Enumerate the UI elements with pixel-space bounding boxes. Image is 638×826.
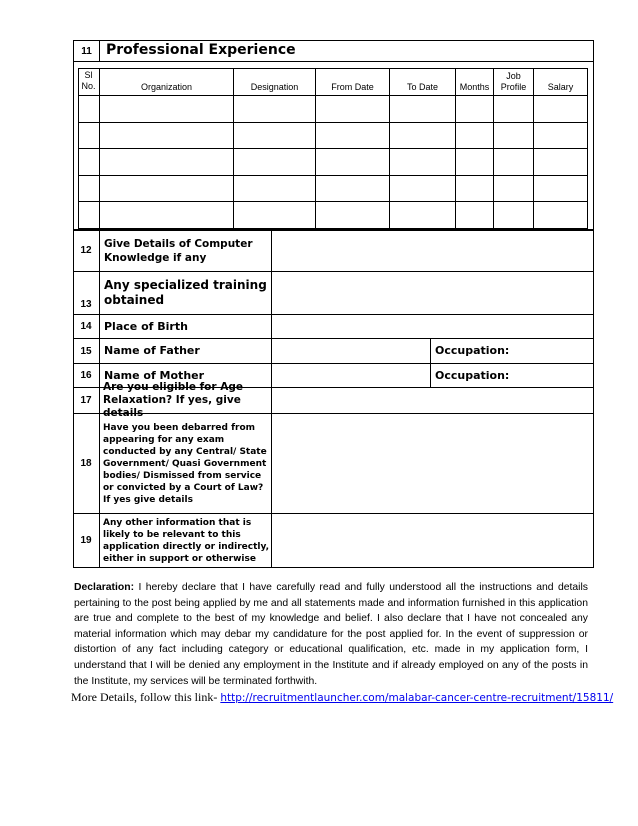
experience-cell[interactable]	[534, 202, 588, 229]
row-19-number: 19	[73, 514, 100, 568]
experience-cell[interactable]	[390, 96, 456, 123]
col-months-header: Months	[456, 68, 494, 96]
experience-cell[interactable]	[78, 202, 100, 229]
row-17-label: Are you eligible for Age Relaxation? If yes, give details	[100, 388, 272, 414]
experience-cell[interactable]	[316, 202, 390, 229]
row-12-value[interactable]	[272, 230, 594, 272]
experience-cell[interactable]	[316, 96, 390, 123]
col-salary-header: Salary	[534, 68, 588, 96]
experience-cell[interactable]	[534, 176, 588, 203]
row-12-label: Give Details of Computer Knowledge if any	[100, 230, 272, 272]
row-13-value[interactable]	[272, 272, 594, 315]
section-11-title-rule	[100, 61, 594, 62]
section-11-title: Professional Experience	[106, 42, 296, 58]
experience-cell[interactable]	[534, 149, 588, 176]
footer-prefix: More Details, follow this link-	[71, 690, 218, 704]
footer	[71, 690, 614, 705]
experience-cell[interactable]	[494, 149, 534, 176]
experience-cell[interactable]	[494, 123, 534, 150]
experience-cell[interactable]	[316, 149, 390, 176]
row-15-number: 15	[73, 339, 100, 364]
experience-cell[interactable]	[234, 123, 316, 150]
row-15-label: Name of Father	[100, 339, 272, 364]
col-job-profile-header: Job Profile	[494, 68, 534, 96]
declaration-heading: Declaration:	[74, 582, 135, 593]
experience-cell[interactable]	[456, 96, 494, 123]
section-11-number: 11	[73, 40, 100, 62]
row-18-number: 18	[73, 414, 100, 514]
experience-cell[interactable]	[390, 176, 456, 203]
experience-cell[interactable]	[100, 149, 234, 176]
experience-cell[interactable]	[390, 202, 456, 229]
experience-cell[interactable]	[456, 149, 494, 176]
experience-cell[interactable]	[100, 96, 234, 123]
declaration	[74, 580, 588, 689]
row-16-label: Name of Mother	[100, 364, 272, 388]
row-12-number: 12	[73, 230, 100, 272]
col-designation-header: Designation	[234, 68, 316, 96]
experience-cell[interactable]	[234, 96, 316, 123]
row-14-value[interactable]	[272, 315, 594, 339]
row-13-label: Any specialized training obtained	[100, 272, 272, 315]
experience-cell[interactable]	[494, 176, 534, 203]
experience-cell[interactable]	[456, 176, 494, 203]
experience-cell[interactable]	[534, 96, 588, 123]
row-18-label: Have you been debarred from appearing for any exam conducted by any Central/ State Government/ Quasi Government bodies/ Dismissed from service or convicted by a Court of Law? If yes give details	[100, 414, 272, 514]
row-15-occupation[interactable]: Occupation:	[430, 339, 594, 364]
experience-cell[interactable]	[494, 202, 534, 229]
row-19-value[interactable]	[272, 514, 594, 568]
experience-cell[interactable]	[78, 96, 100, 123]
col-sl-no-header: Sl No.	[78, 68, 100, 96]
footer-link[interactable]: http://recruitmentlauncher.com/malabar-cancer-centre-recruitment/15811/	[220, 692, 614, 704]
row-14-label: Place of Birth	[100, 315, 272, 339]
experience-cell[interactable]	[78, 149, 100, 176]
experience-cell[interactable]	[100, 202, 234, 229]
row-16-value[interactable]	[272, 364, 430, 388]
experience-cell[interactable]	[78, 123, 100, 150]
row-14-number: 14	[73, 315, 100, 339]
experience-cell[interactable]	[100, 123, 234, 150]
experience-cell[interactable]	[234, 149, 316, 176]
row-17-number: 17	[73, 388, 100, 414]
experience-cell[interactable]	[390, 123, 456, 150]
experience-cell[interactable]	[456, 123, 494, 150]
experience-cell[interactable]	[234, 202, 316, 229]
experience-cell[interactable]	[456, 202, 494, 229]
row-19-label: Any other information that is likely to be relevant to this application directly or indirectly, either in support or otherwise	[100, 514, 272, 568]
col-to-date-header: To Date	[390, 68, 456, 96]
row-17-value[interactable]	[272, 388, 594, 414]
row-15-value[interactable]	[272, 339, 430, 364]
experience-cell[interactable]	[234, 176, 316, 203]
experience-cell[interactable]	[78, 176, 100, 203]
experience-cell[interactable]	[494, 96, 534, 123]
experience-cell[interactable]	[316, 176, 390, 203]
experience-cell[interactable]	[534, 123, 588, 150]
declaration-text: I hereby declare that I have carefully read and fully understood all the instructions and details pertaining to the post being applied by me and all statements made and information furnished in this application are true and complete to the best of my knowledge and belief. I also declare that I have not concealed any material information which may debar my candidature for the post applied for. In the event of suppression or distortion of any fact including category or educational qualification, etc. made in my application form, I understand that I will be denied any employment in the Institute and if already employed on any of the posts in the Institute, my services will be terminated forthwith.	[74, 582, 588, 687]
row-16-occupation[interactable]: Occupation:	[430, 364, 594, 388]
experience-cell[interactable]	[100, 176, 234, 203]
row-18-value[interactable]	[272, 414, 594, 514]
col-organization-header: Organization	[100, 68, 234, 96]
row-16-number: 16	[73, 364, 100, 388]
experience-cell[interactable]	[316, 123, 390, 150]
col-from-date-header: From Date	[316, 68, 390, 96]
row-13-number: 13	[73, 272, 100, 315]
experience-cell[interactable]	[390, 149, 456, 176]
